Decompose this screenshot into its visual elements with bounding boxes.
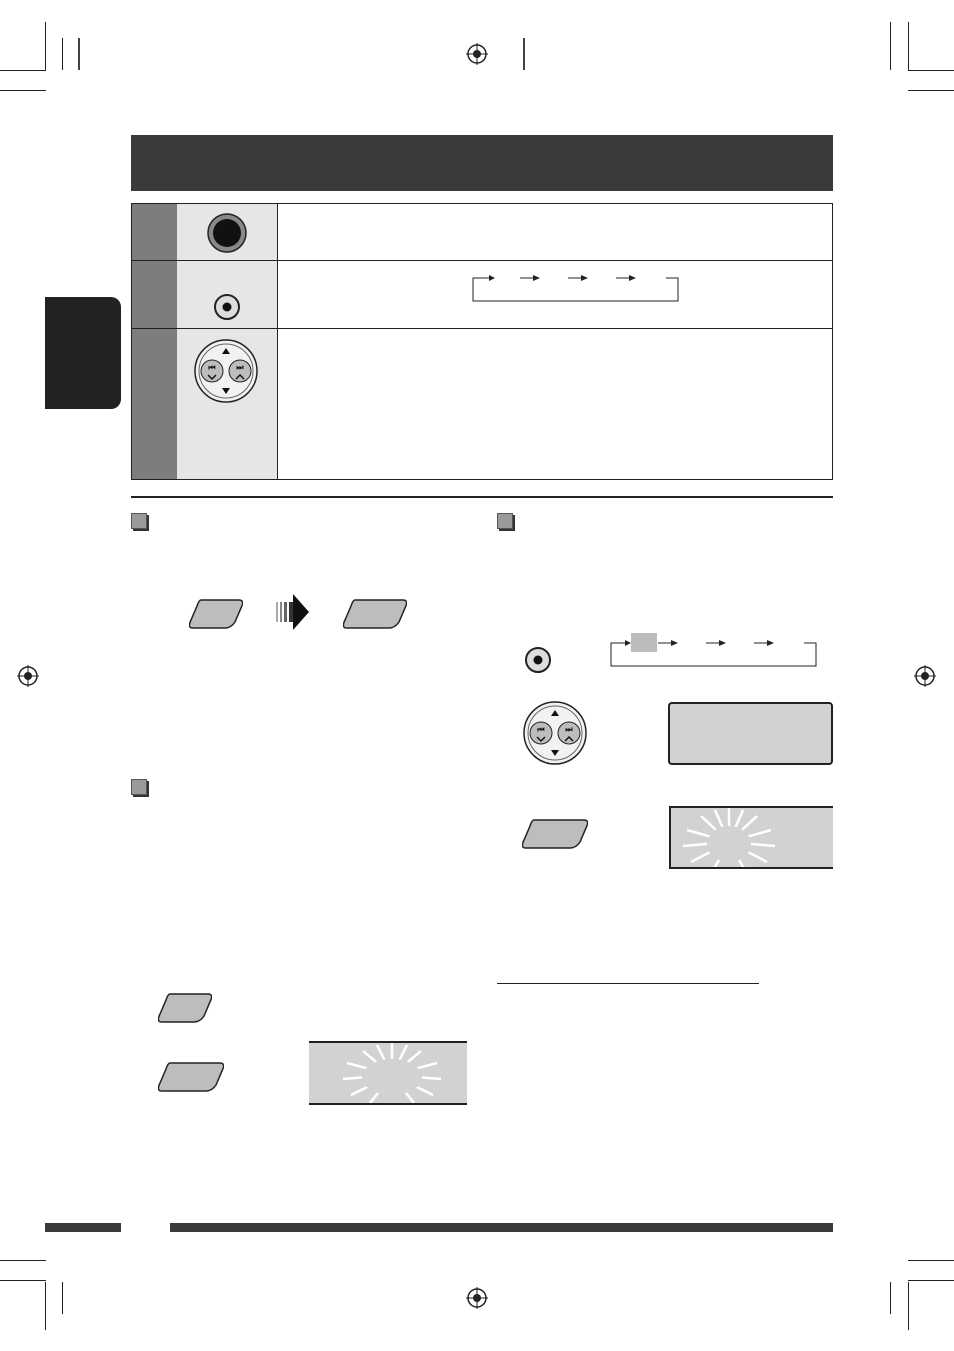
section-marker-2 xyxy=(497,513,513,529)
preset-3-button-icon xyxy=(158,1061,224,1093)
preset-2-button-icon xyxy=(343,598,407,630)
ssm-display xyxy=(309,1041,467,1105)
language-side-tab xyxy=(45,297,121,409)
color-swatch-strip-left xyxy=(78,38,80,70)
section-marker-3 xyxy=(131,779,147,795)
registration-mark-bottom xyxy=(466,1287,488,1309)
step-number-column xyxy=(132,204,178,479)
section-marker-1 xyxy=(131,513,147,529)
svg-text:⏮: ⏮ xyxy=(208,363,216,372)
registration-mark-top xyxy=(466,43,488,65)
section-title-bar xyxy=(131,135,833,191)
mode-button-icon-2 xyxy=(158,992,212,1024)
band-button-icon-2 xyxy=(524,646,552,674)
color-swatch-strip-right xyxy=(523,38,525,70)
svg-text:⏭: ⏭ xyxy=(565,725,573,734)
steps-table xyxy=(131,203,833,480)
registration-mark-right xyxy=(914,665,936,687)
svg-text:⏭: ⏭ xyxy=(236,363,244,372)
footer-bar-left xyxy=(45,1223,121,1232)
registration-mark-left xyxy=(17,665,39,687)
preset-4-button-icon xyxy=(522,818,588,850)
preset-display xyxy=(669,806,833,869)
footer-bar-right xyxy=(170,1223,833,1232)
band-cycle-diagram xyxy=(471,268,681,304)
control-dial-icon-2 xyxy=(522,700,588,766)
preset-row-divider xyxy=(497,983,759,984)
band-cycle-diagram-2 xyxy=(609,633,819,669)
control-dial-icon xyxy=(193,338,259,404)
band-button-icon xyxy=(213,293,241,321)
next-step-arrow-icon xyxy=(276,592,310,632)
svg-text:⏮: ⏮ xyxy=(537,725,545,734)
src-button-icon xyxy=(206,212,248,254)
frequency-display xyxy=(668,702,833,765)
section-divider xyxy=(131,496,833,498)
mode-button-icon xyxy=(189,598,243,630)
